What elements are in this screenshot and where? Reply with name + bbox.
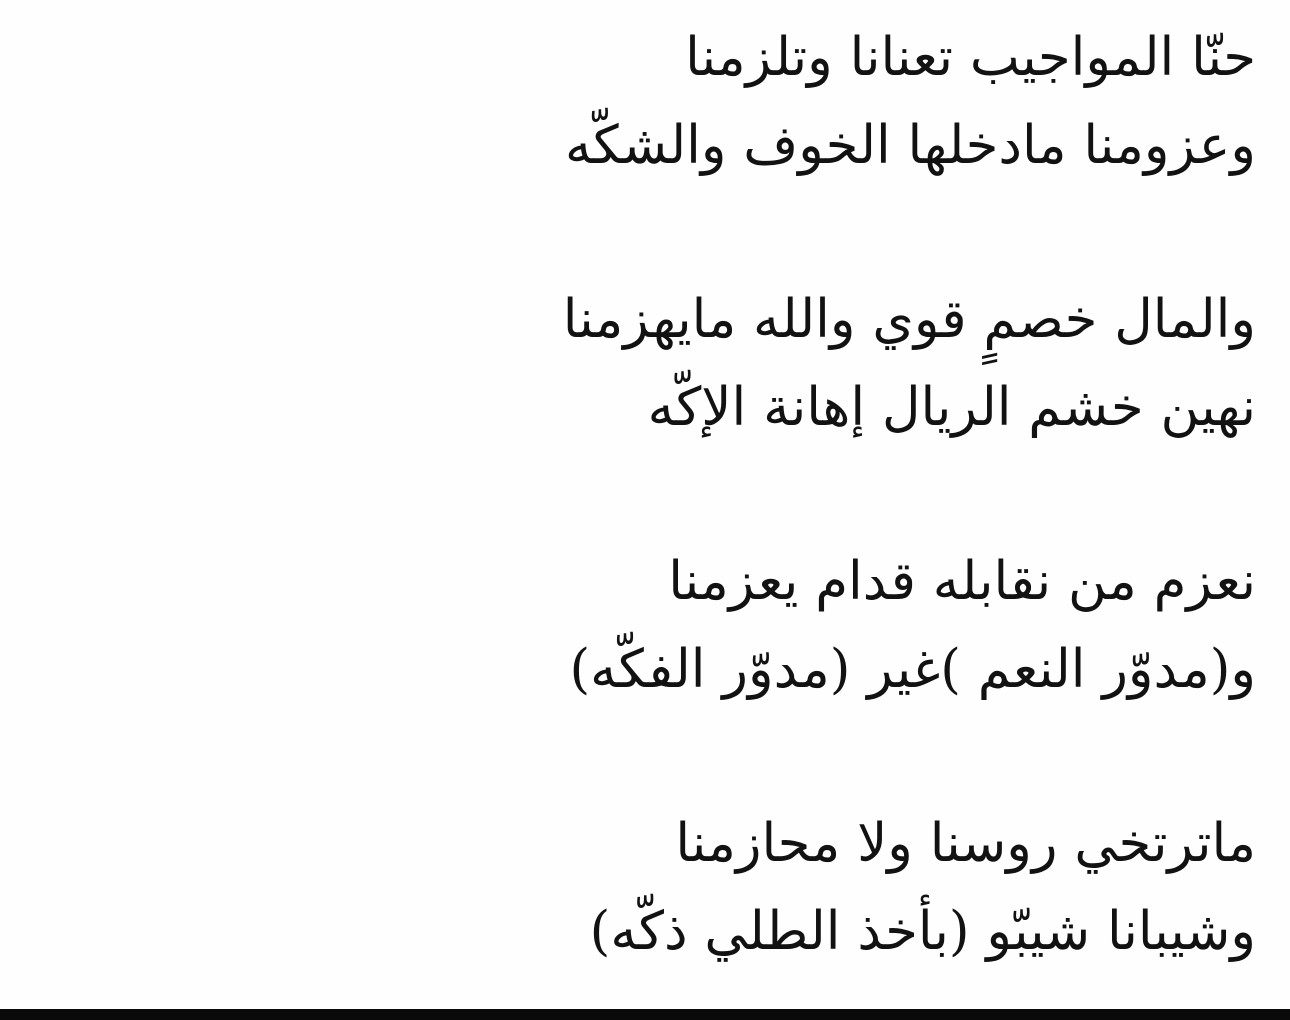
poem-line: وشيبانا شيبّو (بأخذ الطلي ذكّه) (589, 901, 1256, 962)
bottom-black-bar (0, 1009, 1290, 1020)
stanza-3 (0, 538, 1256, 714)
poem-line: و(مدوّر النعم )غير (مدوّر الفكّه) (569, 639, 1256, 700)
stanza-4 (0, 800, 1256, 976)
poem-line: نعزم من نقابله قدام يعزمنا (668, 551, 1256, 612)
poem-line: حنّا المواجيب تعنانا وتلزمنا (685, 27, 1256, 88)
stanza-2 (0, 276, 1256, 452)
poem-line: وعزومنا مادخلها الخوف والشكّه (565, 115, 1256, 176)
poem-line: والمال خصمٍ قوي والله مايهزمنا (562, 289, 1256, 350)
stanza-1 (0, 14, 1256, 190)
poem-line: نهين خشم الريال إهانة الإكّه (647, 377, 1256, 438)
poem-line: ماترتخي روسنا ولا محازمنا (675, 813, 1256, 874)
